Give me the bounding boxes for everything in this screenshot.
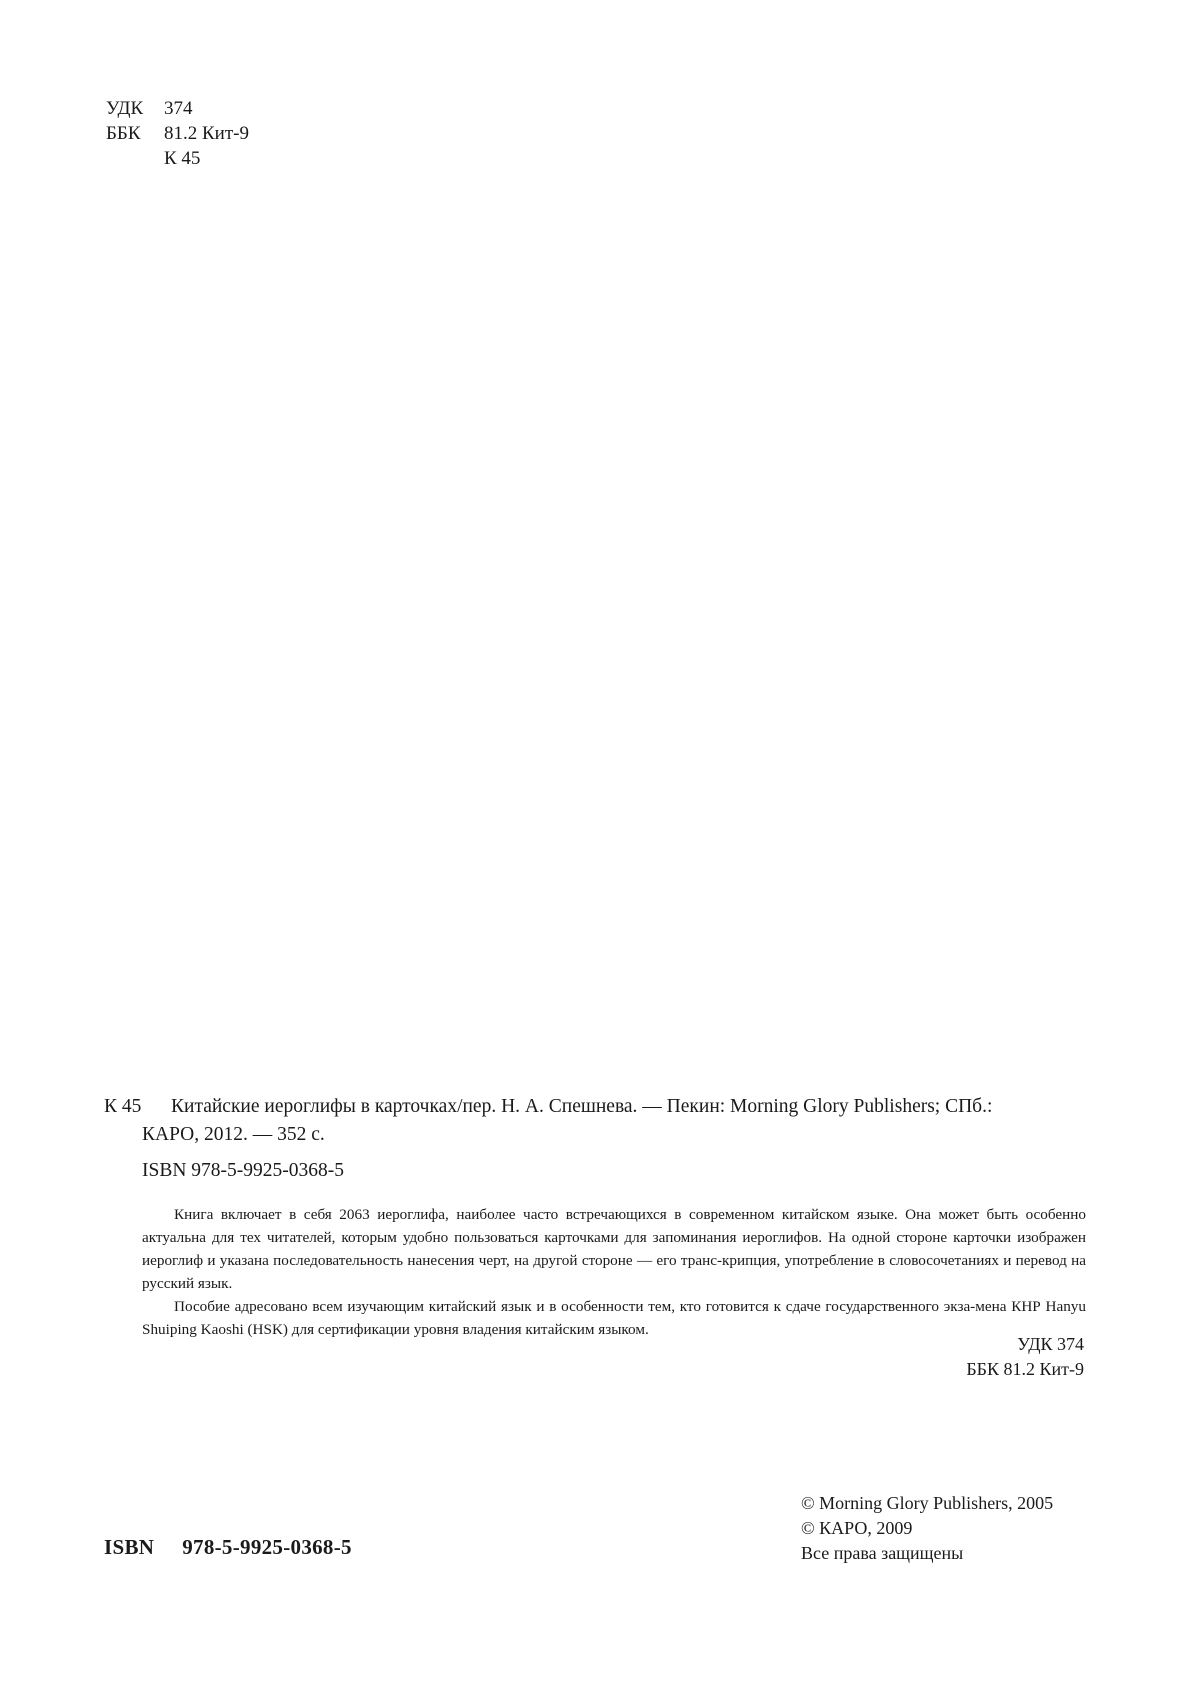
index-udk: УДК 374	[1017, 1334, 1084, 1354]
bbk-row	[106, 121, 249, 146]
bbk-label: ББК	[106, 123, 141, 144]
copyright-line-1: © Morning Glory Publishers, 2005	[801, 1493, 1054, 1513]
biblio-continuation-line: КАРО, 2012. — 352 с.	[142, 1124, 325, 1145]
bbk-value: 81.2 Кит-9	[164, 123, 249, 144]
annotation-paragraph-1: Книга включает в себя 2063 иероглифа, наиболее часто встречающихся в современном китайском языке. Она может быть особенно актуальна для тех читателей, которым удобно пользоваться карточками для запоминания иероглифов. На одной стороне карточки изображен иероглиф и указана последовательность нанесения черт, на другой стороне — его транс-крипция, употребление в словосочетаниях и перевод на русский язык.	[142, 1206, 1086, 1292]
biblio-isbn: ISBN 978-5-9925-0368-5	[142, 1160, 345, 1181]
copyright-line-2: © КАРО, 2009	[801, 1518, 913, 1538]
isbn-bold-number: 978-5-9925-0368-5	[182, 1535, 352, 1559]
isbn-bold	[104, 1535, 352, 1560]
udk-row	[106, 96, 249, 121]
copyright-line-3: Все права защищены	[801, 1543, 964, 1563]
biblio-cipher: К 45	[104, 1096, 142, 1117]
annotation	[142, 1203, 1086, 1341]
udk-label: УДК	[106, 98, 144, 119]
classification-codes	[106, 96, 249, 171]
bibliographic-entry	[104, 1093, 1084, 1149]
biblio-title-line: Китайские иероглифы в карточках/пер. Н. А. Спешнева. — Пекин: Morning Glory Publishers; СПб.:	[171, 1096, 993, 1117]
index-bbk: ББК 81.2 Кит-9	[966, 1359, 1084, 1379]
author-sign-row	[106, 146, 249, 171]
copyright-block	[801, 1491, 1053, 1566]
isbn-bold-label: ISBN	[104, 1535, 155, 1559]
author-sign: К 45	[164, 148, 201, 169]
index-codes-right	[966, 1332, 1084, 1382]
udk-value: 374	[164, 98, 193, 119]
annotation-paragraph-2: Пособие адресовано всем изучающим китайский язык и в особенности тем, кто готовится к сдаче государственного экза-мена КНР Hanyu Shuiping Kaoshi (HSK) для сертификации уровня владения китайским языком.	[142, 1298, 1086, 1338]
